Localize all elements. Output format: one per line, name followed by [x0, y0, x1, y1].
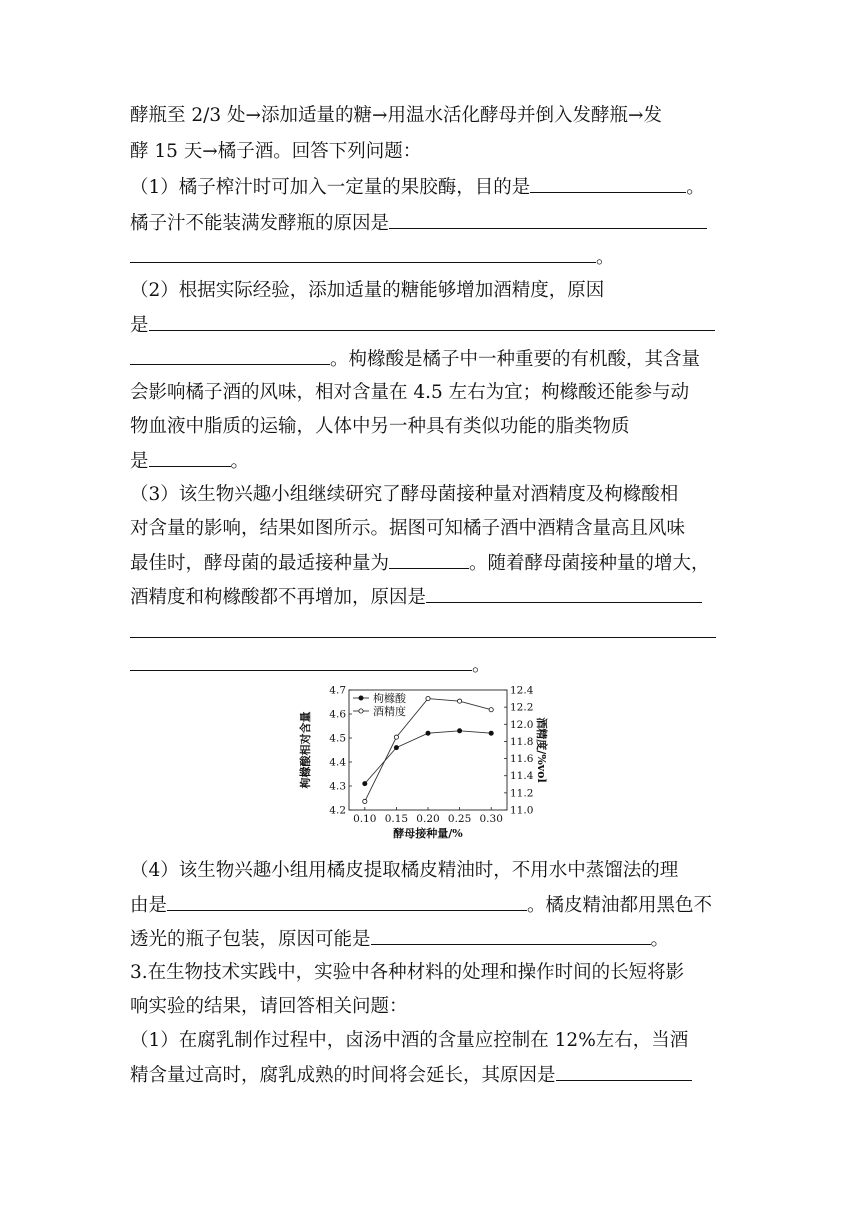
q3-main-line-1: [130, 960, 684, 986]
q2-line-2: [130, 312, 715, 339]
text-segment: 。橘皮精油都用黑色不: [527, 895, 713, 916]
legend-marker: [359, 696, 363, 700]
answer-blank[interactable]: [149, 448, 231, 467]
x-axis-label: 酵母接种量/%: [393, 827, 463, 840]
text-segment: 透光的瓶子包装，原因可能是: [130, 929, 371, 950]
text-segment: 。随着酵母菌接种量的增大，: [469, 553, 710, 574]
y-right-axis-label: 酒精度/%vol: [535, 717, 548, 783]
text-segment: （1）橘子榨汁时可加入一定量的果胶酶，目的是: [130, 177, 531, 198]
y-right-tick-label: 12.2: [510, 701, 534, 714]
text-segment: 酵瓶至 2/3 处→添加适量的糖→用温水活化酵母并倒入发酵瓶→发: [130, 105, 663, 126]
text-segment: （2）根据实际经验，添加适量的糖能够增加酒精度，原因: [130, 280, 605, 301]
text-segment: 酒精度和枸橼酸都不再增加，原因是: [130, 587, 427, 608]
text-segment: 。: [686, 177, 705, 198]
q2-line-5: [130, 414, 630, 440]
answer-blank[interactable]: [130, 652, 472, 671]
answer-blank[interactable]: [167, 892, 527, 911]
series-line: [365, 731, 491, 784]
text-segment: （1）在腐乳制作过程中，卤汤中酒的含量应控制在 12%左右，当酒: [130, 1030, 689, 1051]
x-tick-label: 0.10: [353, 813, 377, 825]
text-segment: （4）该生物兴趣小组用橘皮提取橘皮精油时，不用水中蒸馏法的理: [130, 860, 679, 881]
legend-label: 枸橼酸: [373, 692, 406, 705]
text-segment: 。枸橼酸是橘子中一种重要的有机酸，其含量: [330, 349, 701, 370]
answer-blank[interactable]: [556, 1062, 692, 1081]
data-point: [458, 729, 462, 733]
q3-line-1: [130, 482, 678, 508]
answer-blank[interactable]: [130, 244, 596, 263]
x-tick-label: 0.15: [384, 813, 409, 825]
text-segment: 精含量过高时，腐乳成熟的时间将会延长，其原因是: [130, 1065, 556, 1086]
y-left-tick-label: 4.5: [329, 732, 346, 745]
data-point: [363, 782, 367, 786]
data-point: [426, 731, 430, 735]
text-segment: 3.在生物技术实践中，实验中各种材料的处理和操作时间的长短将影: [130, 962, 685, 983]
q2-line-3: [130, 346, 700, 373]
q3-line-4: [130, 584, 702, 611]
text-segment: 。: [472, 655, 491, 676]
q1-line-1: [130, 174, 705, 201]
answer-blank-full-line[interactable]: [130, 637, 716, 638]
line-chart: [292, 682, 548, 840]
answer-blank[interactable]: [371, 926, 651, 945]
q4-line-3: [130, 926, 669, 953]
y-left-tick-label: 4.2: [329, 804, 346, 817]
text-segment: 。: [596, 247, 615, 268]
text-segment: 最佳时，酵母菌的最适接种量为: [130, 553, 390, 574]
q3-line-6: [130, 652, 491, 679]
x-tick-label: 0.25: [447, 813, 472, 825]
q3-sub1-line-2: [130, 1062, 692, 1089]
y-left-tick-label: 4.4: [329, 756, 346, 769]
text-segment: 响实验的结果，请回答相关问题：: [130, 996, 408, 1017]
answer-blank[interactable]: [389, 550, 469, 569]
answer-blank[interactable]: [530, 174, 686, 193]
legend-label: 酒精度: [373, 705, 406, 718]
answer-blank[interactable]: [389, 210, 707, 229]
text-segment: 。: [650, 929, 670, 950]
answer-blank[interactable]: [149, 312, 715, 331]
data-point: [363, 799, 367, 803]
text-segment: （3）该生物兴趣小组继续研究了酵母菌接种量对酒精度及枸橼酸相: [130, 484, 679, 505]
text-segment: 橘子汁不能装满发酵瓶的原因是: [130, 213, 390, 234]
y-right-tick-label: 11.2: [510, 787, 534, 800]
y-left-tick-label: 4.6: [329, 708, 346, 721]
data-point: [489, 731, 493, 735]
text-segment: 对含量的影响，结果如图所示。据图可知橘子酒中酒精含量高且风味: [130, 518, 686, 539]
y-right-tick-label: 11.4: [510, 770, 534, 783]
data-point: [394, 746, 398, 750]
y-right-tick-label: 12.4: [510, 684, 534, 697]
data-point: [426, 696, 430, 700]
y-right-tick-label: 11.6: [510, 753, 534, 766]
y-left-tick-label: 4.7: [329, 684, 346, 697]
y-left-axis-label: 枸橼酸相对含量: [299, 711, 312, 789]
q3-sub1-line-1: [130, 1028, 688, 1054]
y-left-tick-label: 4.3: [329, 780, 346, 793]
q4-line-2: [130, 892, 712, 919]
text-line-1: [130, 103, 662, 129]
data-point: [458, 699, 462, 703]
data-point: [489, 708, 493, 712]
x-tick-label: 0.30: [479, 813, 503, 825]
data-point: [394, 735, 398, 739]
text-segment: 物血液中脂质的运输，人体中另一种具有类似功能的脂类物质: [130, 416, 630, 437]
text-segment: 酵 15 天→橘子酒。回答下列问题：: [130, 141, 422, 162]
x-tick-label: 0.20: [416, 813, 440, 825]
y-right-tick-label: 11.8: [510, 735, 534, 748]
q3-line-3: [130, 550, 710, 577]
q1-line-2: [130, 210, 707, 237]
q3-line-2: [130, 516, 685, 542]
q2-line-1: [130, 278, 604, 304]
legend-marker: [359, 709, 363, 713]
text-segment: 由是: [130, 895, 168, 916]
q2-line-4: [130, 380, 689, 406]
q4-line-1: [130, 858, 678, 884]
y-right-tick-label: 12.0: [510, 718, 534, 731]
q2-line-6: [130, 448, 249, 475]
text-segment: 。: [230, 451, 250, 472]
y-right-tick-label: 11.0: [510, 804, 534, 817]
q1-line-3: [130, 244, 615, 271]
answer-blank[interactable]: [130, 346, 330, 365]
answer-blank[interactable]: [426, 584, 702, 603]
text-segment: 是: [130, 451, 149, 472]
text-segment: 会影响橘子酒的风味，相对含量在 4.5 左右为宜；枸橼酸还能参与动: [130, 382, 690, 403]
text-segment: 是: [130, 315, 149, 336]
q3-main-line-2: [130, 994, 408, 1020]
text-line-2: [130, 139, 421, 165]
